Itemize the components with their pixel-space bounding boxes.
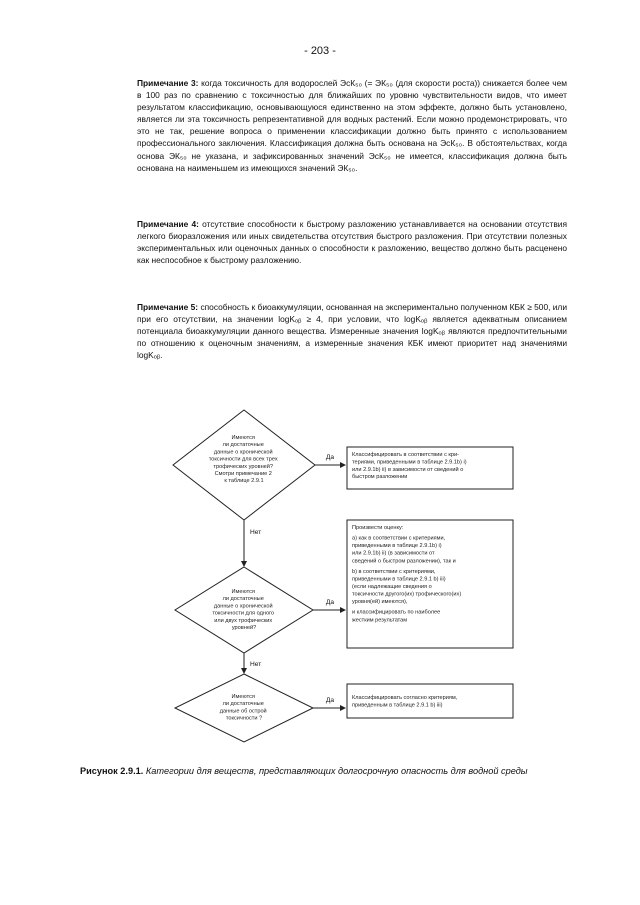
caption-text: Категории для веществ, представляющих долгосрочную опасность для водной среды [145, 766, 528, 776]
b2-line: b) в соответствии с критериями, [352, 568, 436, 575]
d2-line: ли достаточные [222, 596, 264, 603]
b2-line: токсичности другого(их) трофического(их) [352, 591, 462, 598]
b3-line: Классифицировать согласно критериям, [352, 695, 458, 701]
figure-caption [80, 766, 528, 776]
d1-yes-label: Да [325, 454, 335, 461]
b1-line: быстром разложении [352, 474, 408, 481]
b2-line: жестким результатам [352, 617, 408, 624]
d3-line: Имеются [231, 694, 255, 700]
d3-line: токсичности ? [225, 715, 263, 722]
d2-yes-label: Да [325, 599, 335, 606]
d2-no-label: Нет [250, 661, 262, 668]
d3-line: ли достаточные [222, 701, 264, 708]
d1-line: данные о хронической [213, 449, 273, 456]
d3-line: данные об острой [219, 708, 267, 715]
b2-line: и классифицировать по наиболее [352, 609, 441, 616]
b1-line: или 2.9.1b) ii) в зависимости от сведений о [352, 466, 464, 473]
note-3-text: когда токсичность для водорослей ЭсК₅₀ (= ЭК₅₀ (для скорости роста)) снижается более чем в 100 раз по сравнению с токсичностью для ближайших по уровню чувствительности видов, что имеет результатом классификацию, основывающуюся единственно на этом эффекте, должно быть установлено, является ли эта токсичность репрезентативной для водных растений. Если можно продемонстрировать, что это не так, решение вопроса о применении классификации должно быть принято с использованием профессионального заключения. Классификация должна быть основана на ЭсК₅₀. В обстоятельствах, когда основа ЭК₅₀ не указана, и зафиксированных значений ЭсК₅₀ не имеется, классификация должна быть основана на наименьшем из имеющихся значений ЭК₅₀. [137, 78, 568, 173]
box-3 [347, 684, 513, 718]
d2-line: или двух трофических [214, 617, 273, 624]
note-4-text: отсутствие способности к быстрому разложению устанавливается на основании отсутствия легкого биоразложения или иных свидетельства отсутствия быстрого разложения. При отсутствии полезных экспериментальных или оценочных данных о способности к разложению, вещество должно быть расценено как неспособное к быстрому разложению. [137, 219, 567, 266]
b2-line: a) как в соответствии с критериями, [352, 535, 446, 542]
d1-line: токсичности для всех трех [208, 456, 278, 463]
b2-line: сведений о быстром разложении), так и [352, 558, 456, 565]
b2-line: Произвести оценку: [352, 525, 404, 531]
b2-line: приведенными в таблице 2.9.1 b) iii) [352, 576, 446, 583]
caption-label: Рисунок 2.9.1. [80, 766, 144, 776]
d1-line: трофических уровней? [213, 463, 274, 470]
b1-line: Классифицировать в соответствии с кри- [352, 452, 459, 458]
d2-line: данные о хронической [213, 603, 273, 610]
b2-line: приведенными в таблице 2.9.1b) i) [352, 543, 442, 550]
d1-line: к таблице 2.9.1 [224, 478, 264, 485]
d2-line: уровней? [231, 625, 257, 631]
note-4-label: Примечание 4: [137, 219, 199, 229]
d2-line: токсичности для одного [212, 610, 275, 617]
d1-line: Смотри примечание 2 [214, 471, 272, 477]
b1-line: териями, приведенными в таблице 2.9.1b) i) [352, 459, 467, 466]
note-5-label: Примечание 5: [137, 302, 199, 312]
note-5-text: способность к биоаккумуляции, основанная на экспериментально полученном КБК ≥ 500, или при его отсутствии, на значении logKₒᵦ ≥ 4, при условии, что logKₒᵦ является адекватным описанием потенциала биоаккумуляции данного вещества. Измеренные значения logKₒᵦ являются предпочтительными по отношению к оценочным значениям, а измеренные значения КБК имеют приоритет над значениями logKₒᵦ. [137, 302, 567, 361]
d1-line: ли достаточные [222, 442, 264, 449]
b2-line: или 2.9.1b) ii) (в зависимости от [352, 550, 435, 557]
b2-line: (если надлежащие сведения о [352, 584, 432, 590]
d1-no-label: Нет [250, 529, 262, 536]
note-3-label: Примечание 3: [137, 78, 199, 88]
d3-yes-label: Да [325, 697, 335, 704]
d1-line: Имеются [231, 435, 255, 441]
d2-line: Имеются [231, 589, 255, 595]
b2-line: уровня(ей) имеются), [352, 599, 408, 606]
page-number: - 203 - [304, 45, 336, 57]
b3-line: приведенным в таблице 2.9.1 b) iii) [352, 702, 443, 709]
